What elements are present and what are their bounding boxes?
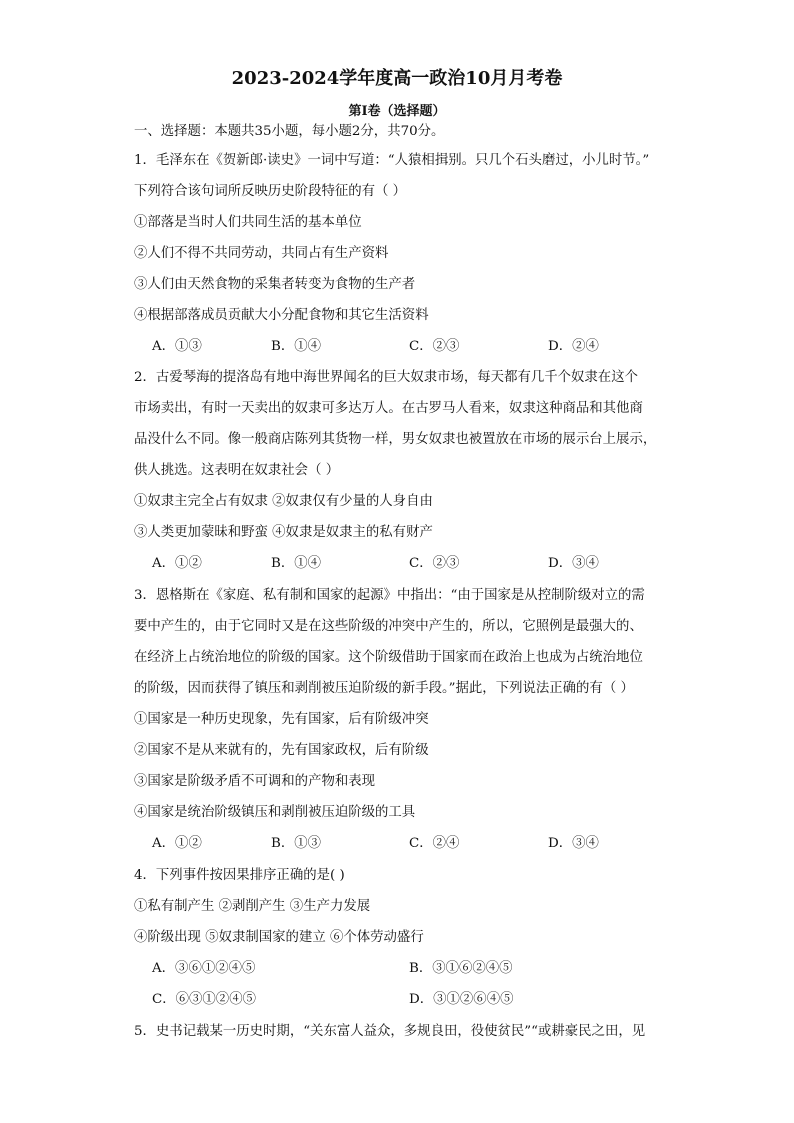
q2-stem-line-3: 品没什么不同。像一般商店陈列其货物一样，男女奴隶也被置放在市场的展示台上展示， xyxy=(134,432,657,447)
q1-option-b[interactable]: B．①④ xyxy=(271,339,322,354)
q2-option-c[interactable]: C．②③ xyxy=(409,556,460,571)
q2-option-d[interactable]: D．③④ xyxy=(548,556,599,571)
q1-stem-line-2: 下列符合该句词所反映历史阶段特征的有（ ） xyxy=(134,184,407,199)
q2-option-a[interactable]: A．①② xyxy=(152,556,202,571)
q4-option-a[interactable]: A．③⑥①②④⑤ xyxy=(152,961,256,976)
q3-statement-4: ④国家是统治阶级镇压和剥削被压迫阶级的工具 xyxy=(134,805,416,820)
q4-statement-2: ④阶级出现 ⑤奴隶制国家的建立 ⑥个体劳动盛行 xyxy=(134,930,424,945)
q1-option-a[interactable]: A．①③ xyxy=(152,339,202,354)
q2-statement-1: ①奴隶主完全占有奴隶 ②奴隶仅有少量的人身自由 xyxy=(134,494,433,509)
q4-option-d[interactable]: D．③①②⑥④⑤ xyxy=(409,992,514,1007)
q4-option-c[interactable]: C．⑥③①②④⑤ xyxy=(152,992,256,1007)
q2-option-b[interactable]: B．①④ xyxy=(271,556,322,571)
page-title: 2023-2024学年度高一政治10月月考卷 xyxy=(231,68,563,89)
q3-stem-line-4: 的阶级，因而获得了镇压和剥削被压迫阶级的新手段。”据此，下列说法正确的有（ ） xyxy=(134,681,634,696)
q1-option-c[interactable]: C．②③ xyxy=(409,339,460,354)
q3-statement-2: ②国家不是从来就有的，先有国家政权，后有阶级 xyxy=(134,743,429,758)
q4-option-b[interactable]: B．③①⑥②④⑤ xyxy=(409,961,513,976)
q3-option-b[interactable]: B．①③ xyxy=(271,836,322,851)
q3-statement-3: ③国家是阶级矛盾不可调和的产物和表现 xyxy=(134,774,376,789)
q2-statement-2: ③人类更加蒙昧和野蛮 ④奴隶是奴隶主的私有财产 xyxy=(134,525,433,540)
q3-stem-line-2: 要中产生的，由于它同时又是在这些阶级的冲突中产生的，所以，它照例是最强大的、 xyxy=(134,619,643,634)
q1-statement-4: ④根据部落成员贡献大小分配食物和其它生活资料 xyxy=(134,308,429,323)
q3-option-d[interactable]: D．③④ xyxy=(548,836,599,851)
q2-stem-line-2: 市场卖出，有时一天卖出的奴隶可多达万人。在古罗马人看来，奴隶这种商品和其他商 xyxy=(134,401,643,416)
instruction-text: 一、选择题：本题共35小题，每小题2分，共70分。 xyxy=(134,124,445,139)
q3-statement-1: ①国家是一种历史现象，先有国家，后有阶级冲突 xyxy=(134,712,429,727)
q1-statement-1: ①部落是当时人们共同生活的基本单位 xyxy=(134,215,362,230)
q3-option-c[interactable]: C．②④ xyxy=(409,836,460,851)
q4-statement-1: ①私有制产生 ②剥削产生 ③生产力发展 xyxy=(134,899,371,914)
section-title: 第I卷（选择题） xyxy=(348,104,446,119)
q2-stem-line-4: 供人挑选。这表明在奴隶社会（ ） xyxy=(134,463,340,478)
q1-option-d[interactable]: D．②④ xyxy=(548,339,599,354)
q1-statement-3: ③人们由天然食物的采集者转变为食物的生产者 xyxy=(134,277,416,292)
q1-statement-2: ②人们不得不共同劳动，共同占有生产资料 xyxy=(134,246,389,261)
q1-stem-line-1: 1．毛泽东在《贺新郎·读史》一词中写道：“人猿相揖别。只几个石头磨过，小儿时节。” xyxy=(134,153,650,168)
q3-stem-line-3: 在经济上占统治地位的阶级的国家。这个阶级借助于国家而在政治上也成为占统治地位 xyxy=(134,650,643,665)
q5-stem-line-1: 5．史书记载某一历史时期，“关东富人益众，多规良田，役使贫民”“或耕豪民之田，见 xyxy=(134,1024,646,1039)
q4-stem-line-1: 4．下列事件按因果排序正确的是( ) xyxy=(134,868,345,883)
q3-option-a[interactable]: A．①② xyxy=(152,836,202,851)
q2-stem-line-1: 2．古爱琴海的提洛岛有地中海世界闻名的巨大奴隶市场，每天都有几千个奴隶在这个 xyxy=(134,370,638,385)
q3-stem-line-1: 3．恩格斯在《家庭、私有制和国家的起源》中指出：“由于国家是从控制阶级对立的需 xyxy=(134,588,645,603)
